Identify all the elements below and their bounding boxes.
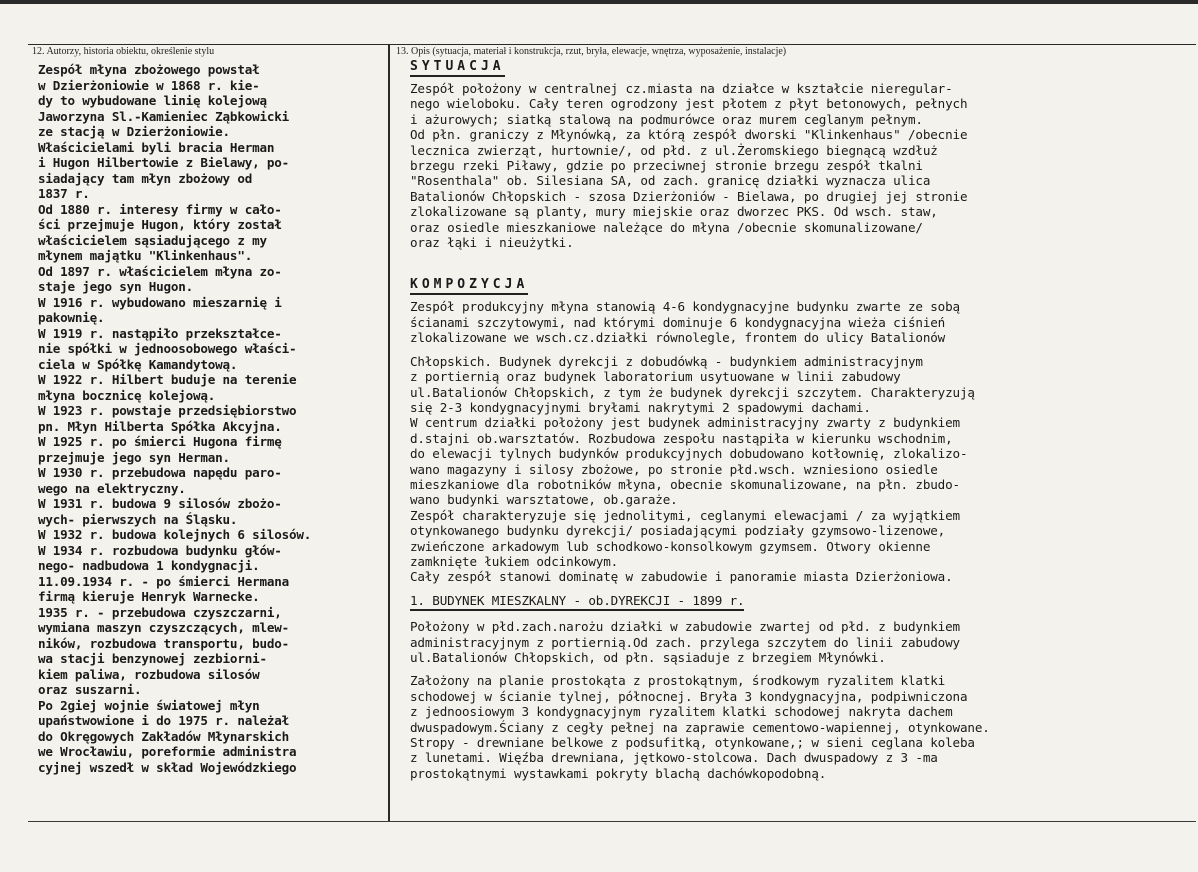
history-line: firmą kieruje Henryk Warnecke. xyxy=(38,589,260,604)
history-line: W 1922 r. Hilbert buduje na terenie xyxy=(38,372,297,387)
sytuacja-line: oraz osiedle mieszkaniowe należące do młyna /obecnie skomunalizowane/ xyxy=(410,219,923,235)
sytuacja-line: brzegu rzeki Piławy, gdzie po przeciwnej stronie brzegu zespół tkalni xyxy=(410,158,923,174)
history-line: 1837 r. xyxy=(38,186,90,201)
history-line: kiem paliwa, rozbudowa silosów xyxy=(38,666,260,682)
sytuacja-line: nego wieloboku. Cały teren ogrodzony jest płotem z płyt betonowych, pełnych xyxy=(410,96,968,112)
right-column-header: 13. Opis (sytuacja, materiał i konstrukcja, rzut, bryła, elewacje, wnętrza, wyposażenie, instalacje) xyxy=(396,46,787,57)
history-line: W 1916 r. wybudowano mieszarnię i xyxy=(38,294,282,310)
history-column xyxy=(38,62,390,775)
history-line: 1935 r. - przebudowa czyszczarni, xyxy=(38,604,282,620)
budynek-line: ul.Batalionów Chłopskich, od płn. sąsiaduje z brzegiem Młynówki. xyxy=(410,650,886,665)
budynek-line: Stropy - drewniane belkowe z podsufitką, otynkowane,; w sieni ceglana koleba xyxy=(410,735,975,751)
history-line: wych- pierwszych na Śląsku. xyxy=(38,511,238,527)
budynek-line: administracyjnym z portiernią.Od zach. przylega szczytem do linii zabudowy xyxy=(410,634,960,650)
history-line: 11.09.1934 r. - po śmierci Hermana xyxy=(38,573,289,589)
history-line: przejmuje jego syn Herman. xyxy=(38,449,230,465)
kompozycja-line: ścianami szczytowymi, nad którymi dominuje 6 kondygnacyjna wieża ciśnień xyxy=(410,314,946,330)
section-title-sytuacja: SYTUACJA xyxy=(410,59,505,77)
sytuacja-line: Zespół położony w centralnej cz.miasta na działce w kształcie nieregular- xyxy=(410,81,953,96)
history-line: i Hugon Hilbertowie z Bielawy, po- xyxy=(38,155,289,170)
kompozycja-line: zamknięte łukiem odcinkowym. xyxy=(410,553,619,569)
sytuacja-line: "Rosenthala" ob. Silesiana SA, od zach. granicę działki wyznacza ulica xyxy=(410,173,931,189)
history-line: W 1932 r. budowa kolejnych 6 silosów. xyxy=(38,527,312,542)
history-line: W 1923 r. powstaje przedsiębiorstwo xyxy=(38,403,297,418)
budynek-line: dwuspadowym.Ściany z cegły pełnej na zaprawie cementowo-wapiennej, otynkowane. xyxy=(410,719,990,735)
history-line: W 1931 r. budowa 9 silosów zbożo- xyxy=(38,496,282,511)
kompozycja-line: mieszkaniowe dla robotników młyna, obecnie skomunalizowane, na płn. zbudo- xyxy=(410,476,960,492)
history-line: upaństwowione i do 1975 r. należał xyxy=(38,713,289,728)
history-line: młynem majątku "Klinkenhaus". xyxy=(38,248,253,263)
budynek-line: Położony w płd.zach.narożu działki w zabudowie zwartej od płd. z budynkiem xyxy=(410,619,960,635)
kompozycja-line: Zespół charakteryzuje się jednolitymi, ceglanymi elewacjami / za wyjątkiem xyxy=(410,507,960,523)
history-line: Od 1897 r. właścicielem młyna zo- xyxy=(38,263,282,279)
history-line: Jaworzyna Sl.-Kamieniec Ząbkowicki xyxy=(38,108,289,124)
history-line: W 1930 r. przebudowa napędu paro- xyxy=(38,465,282,480)
sytuacja-line: zlokalizowane są planty, mury miejskie oraz dworzec PKS. Od wsch. staw, xyxy=(410,204,938,220)
kompozycja-line: z portiernią oraz budynek laboratorium usytuowane w linii zabudowy xyxy=(410,369,901,385)
history-line: nie spółki w jednoosobowego właści- xyxy=(38,341,297,356)
history-line: W 1919 r. nastąpiło przekształce- xyxy=(38,325,282,341)
history-line: wego na elektryczny. xyxy=(38,480,186,496)
history-line: nego- nadbudowa 1 kondygnacji. xyxy=(38,558,260,573)
history-line: W 1925 r. po śmierci Hugona firmę xyxy=(38,434,282,449)
kompozycja-line: ul.Batalionów Chłopskich, z tym że budynek dyrekcji szczytem. Charakteryzują xyxy=(410,384,975,400)
history-line: pakownię. xyxy=(38,310,105,325)
budynek-line: Założony na planie prostokąta z prostokątnym, środkowym ryzalitem klatki xyxy=(410,673,946,689)
history-line: dy to wybudowane linię kolejową xyxy=(38,93,267,108)
kompozycja-line: zwieńczone arkadowym lub schodkowo-konsolkowym gzymsem. Otwory okienne xyxy=(410,538,931,554)
budynek-line: z lunetami. Więźba drewniana, jętkowo-stolcowa. Dach dwuspadowy z 3 -ma xyxy=(410,750,938,766)
history-line: Od 1880 r. interesy firmy w cało- xyxy=(38,201,282,217)
kompozycja-line: do elewacji tylnych budynków produkcyjnych dobudowano kotłownię, zlokalizo- xyxy=(410,446,968,462)
history-line: ści przejmuje Hugon, który został xyxy=(38,217,282,232)
kompozycja-line: Cały zespół stanowi dominatę w zabudowie i panoramie miasta Dzierżoniowa. xyxy=(410,569,953,585)
kompozycja-line: się 2-3 kondygnacyjnymi bryłami nakrytymi 2 spadowymi dachami. xyxy=(410,399,871,415)
history-line: W 1934 r. rozbudowa budynku głów- xyxy=(38,542,282,558)
history-line: we Wrocławiu, poreformie administra xyxy=(38,744,297,759)
section-title-kompozycja: KOMPOZYCJA xyxy=(410,277,528,295)
history-line: siadający tam młyn zbożowy od xyxy=(38,170,253,186)
history-line: pn. Młyn Hilberta Spółka Akcyjna. xyxy=(38,418,282,434)
left-column-header: 12. Autorzy, historia obiektu, określenie stylu xyxy=(32,46,215,57)
history-line: Zespół młyna zbożowego powstał xyxy=(38,62,260,77)
section-title-budynek: 1. BUDYNEK MIESZKALNY - ob.DYREKCJI - 1899 r. xyxy=(410,593,744,611)
history-line: ników, rozbudowa transportu, budo- xyxy=(38,635,289,651)
history-line: w Dzierżoniowie w 1868 r. kie- xyxy=(38,77,260,93)
sytuacja-line: Batalionów Chłopskich - szosa Dzierżoniów - Bielawa, po drugiej jej stronie xyxy=(410,188,968,204)
kompozycja-line: Chłopskich. Budynek dyrekcji z dobudówką - budynkiem administracyjnym xyxy=(410,353,923,369)
kompozycja-line: zlokalizowane we wsch.cz.działki równolegle, frontem do ulicy Batalionów xyxy=(410,330,946,346)
history-line: właścicielem sąsiadującego z my xyxy=(38,232,267,248)
history-line: Właścicielami byli bracia Herman xyxy=(38,139,275,155)
history-line: ciela w Spółkę Kamandytową. xyxy=(38,356,238,372)
history-line: staje jego syn Hugon. xyxy=(38,279,194,294)
budynek-line: schodowej w ścianie tylnej, północnej. Bryła 3 kondygnacyjna, podpiwniczona xyxy=(410,688,968,704)
kompozycja-line: wano budynki warsztatowe, ob.garaże. xyxy=(410,492,678,508)
history-line: do Okręgowych Zakładów Młynarskich xyxy=(38,728,289,744)
sytuacja-line: i ażurowych; siatką stalową na podmurówce oraz murem ceglanym pełnym. xyxy=(410,111,923,127)
description-column xyxy=(410,58,1190,781)
kompozycja-line: d.stajni ob.warsztatów. Rozbudowa zespołu nastąpiła w kierunku wschodnim, xyxy=(410,430,953,446)
history-line: ze stacją w Dzierżoniowie. xyxy=(38,124,230,139)
sytuacja-line: lecznica zwierząt, hurtownie/, od płd. z ul.Żeromskiego biegnącą wzdłuż xyxy=(410,142,938,158)
sytuacja-line: Od płn. graniczy z Młynówką, za którą zespół dworski "Klinkenhaus" /obecnie xyxy=(410,127,968,143)
budynek-line: z jednoosiowym 3 kondygnacyjnym ryzalitem klatki schodowej nakryta dachem xyxy=(410,704,953,720)
kompozycja-line: W centrum działki położony jest budynek administracyjny zwarty z budynkiem xyxy=(410,415,960,431)
history-line: wymiana maszyn czyszczących, mlew- xyxy=(38,620,289,635)
bottom-rule xyxy=(28,821,1196,822)
sytuacja-line: oraz łąki i nieużytki. xyxy=(410,235,574,251)
history-line: wa stacji benzynowej zezbiorni- xyxy=(38,651,267,666)
kompozycja-line: Zespół produkcyjny młyna stanowią 4-6 kondygnacyjne budynku zwarte ze sobą xyxy=(410,299,960,315)
kompozycja-line: otynkowanego budynku dyrekcji/ posiadającymi podziały gzymsowo-lizenowe, xyxy=(410,523,946,539)
history-line: Po 2giej wojnie światowej młyn xyxy=(38,697,260,713)
history-line: oraz suszarni. xyxy=(38,682,142,697)
budynek-line: prostokątnymi wystawkami pokryty blachą dachówkopodobną. xyxy=(410,765,827,781)
history-line: cyjnej wszedł w skład Wojewódzkiego xyxy=(38,759,297,775)
history-line: młyna bocznicę kolejową. xyxy=(38,387,216,403)
kompozycja-line: wano magazyny i silosy zbożowe, po stronie płd.wsch. wzniesiono osiedle xyxy=(410,461,938,477)
